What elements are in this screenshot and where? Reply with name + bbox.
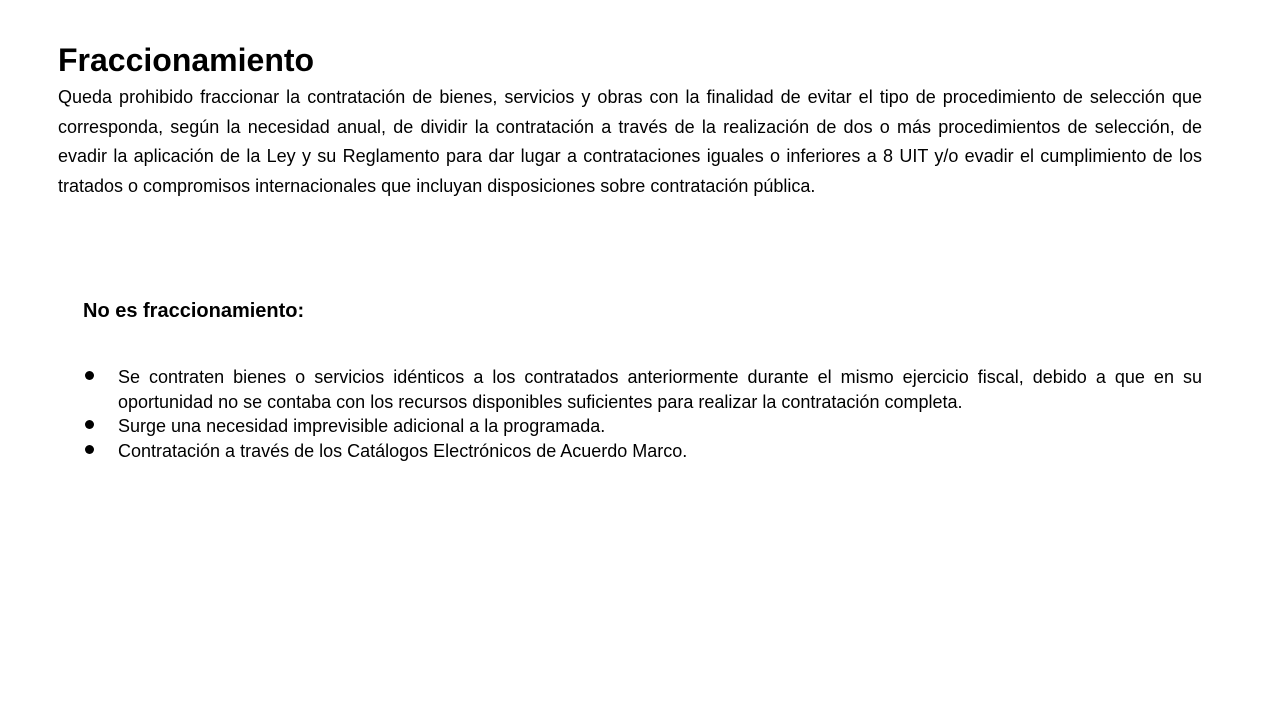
bullet-list <box>83 365 1202 463</box>
section-subtitle: No es fraccionamiento: <box>83 300 305 322</box>
list-item <box>83 365 1202 414</box>
intro-paragraph: Queda prohibido fraccionar la contratación de bienes, servicios y obras con la finalidad de evitar el tipo de procedimiento de selección que corresponda, según la necesidad anual, de dividir la contratación a través de la realización de dos o más procedimientos de selección, de evadir la aplicación de la Ley y su Reglamento para dar lugar a contrataciones iguales o inferiores a 8 UIT y/o evadir el cumplimiento de los tratados o compromisos internacionales que incluyan disposiciones sobre contratación pública. <box>58 87 1202 196</box>
list-item <box>83 439 1202 464</box>
list-item-text: Contratación a través de los Catálogos Electrónicos de Acuerdo Marco. <box>118 440 688 461</box>
list-item-text: Surge una necesidad imprevisible adicional a la programada. <box>118 416 606 436</box>
bullet-dot-icon <box>85 420 94 429</box>
slide-title: Fraccionamiento <box>58 42 315 78</box>
list-item-text: Se contraten bienes o servicios idénticos a los contratados anteriormente durante el mismo ejercicio fiscal, debido a que en su oportunidad no se contaba con los recursos disponibles suficientes para realizar la contratación completa. <box>118 367 1202 412</box>
list-item <box>83 414 1202 439</box>
bullet-dot-icon <box>85 445 94 454</box>
bullet-dot-icon <box>85 371 94 380</box>
